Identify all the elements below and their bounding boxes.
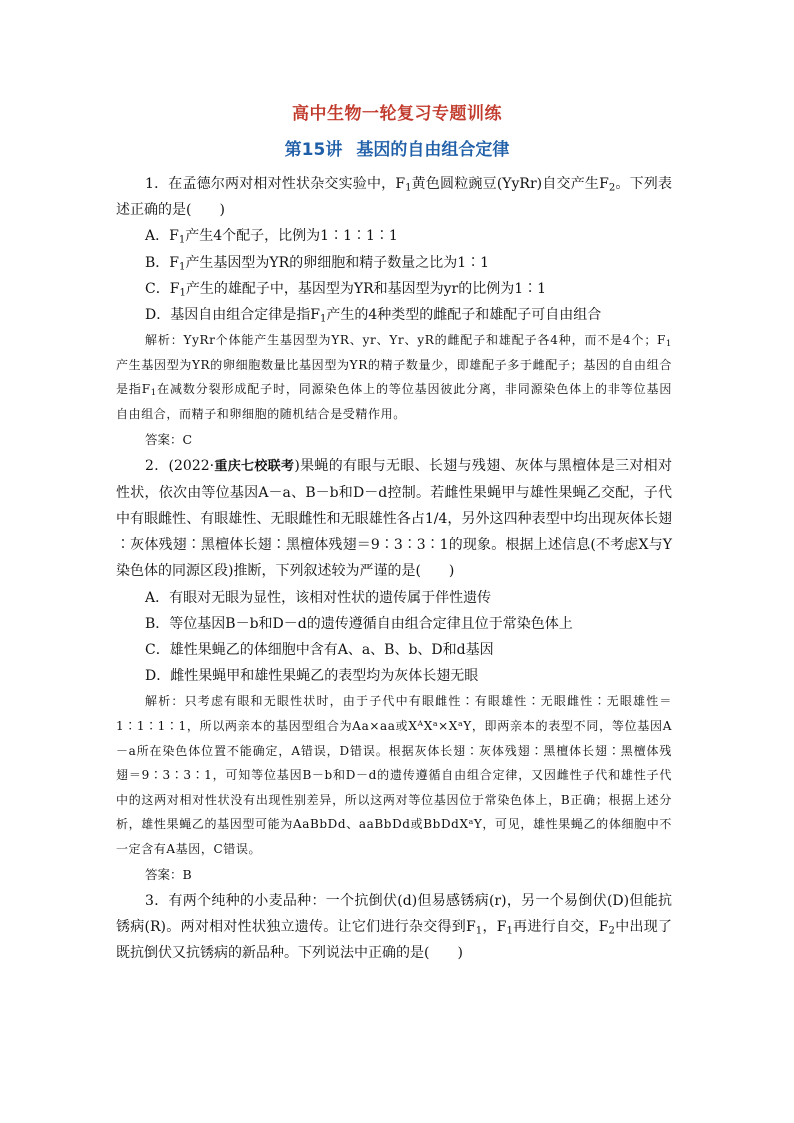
question-1-option-d: D．基因自由组合定律是指$F_1$产生的4种类型的雌配子和雄配子可自由组合 xyxy=(145,307,602,325)
question-1-answer: 答案：C xyxy=(145,431,193,447)
question-1-option-a: A．$F_1$产生4个配子，比例为1∶1∶1∶1 xyxy=(145,228,398,246)
question-2-option-c: C．雄性果蝇乙的体细胞中含有A、a、B、b、D和d基因 xyxy=(145,642,494,659)
question-2-option-a: A．有眼对无眼为显性，该相对性状的遗传属于伴性遗传 xyxy=(145,589,492,606)
question-2-option-b: B．等位基因B－b和D－d的遗传遵循自由组合定律且位于常染色体上 xyxy=(145,615,573,632)
question-2-option-d: D．雌性果蝇甲和雄性果蝇乙的表型均为灰体长翅无眼 xyxy=(145,668,479,685)
question-2 xyxy=(116,453,672,888)
question-list xyxy=(116,171,672,966)
lesson-number: 第15讲 xyxy=(284,140,343,160)
question-1-option-b: B．$F_1$产生基因型为YR的卵细胞和精子数量之比为1∶1 xyxy=(145,254,490,273)
question-1-option-c: C．$F_1$产生的雄配子中，基因型为YR和基因型为yr的比例为1∶1 xyxy=(145,280,547,299)
question-1-explanation: 解析：YyRr个体能产生基因型为YR、yr、Yr、yR的雌配子和雄配子各4种，而不是4个；$F_1$产生基因型为YR的卵细胞数量比基因型为YR的精子数量少，即雄配子多于雌配子；基因的自由组合是指$F_1$在减数分裂形成配子时，同源染色体上的等位基因彼此分离，非同源染色体上的非等位基因自由组合，而精子和卵细胞的随机结合是受精作用。 xyxy=(116,333,672,421)
series-title: 高中生物一轮复习专题训练 xyxy=(292,104,502,124)
question-3 xyxy=(116,888,672,967)
question-1 xyxy=(116,171,672,453)
lesson-topic: 基因的自由组合定律 xyxy=(356,140,510,160)
question-3-stem: 3．有两个纯种的小麦品种：一个抗倒伏(d)但易感锈病(r)，另一个易倒伏(D)但能抗锈病(R)。两对相对性状独立遗传。让它们进行杂交得到$F_1$，$F_1$再进行自交，$F_2$中出现了既抗倒伏又抗锈病的新品种。下列说法中正确的是( ) xyxy=(116,892,673,961)
lesson-title xyxy=(0,135,794,160)
question-1-stem: 1．在孟德尔两对相对性状杂交实验中，$F_1$黄色圆粒豌豆(YyRr)自交产生$F_2$。下列表述正确的是( ) xyxy=(116,176,672,219)
question-2-answer: 答案：B xyxy=(145,866,192,882)
question-2-source: 重庆七校联考 xyxy=(214,458,295,474)
question-2-stem: 2．(2022·重庆七校联考)果蝇的有眼与无眼、长翅与残翅、灰体与黑檀体是三对相对性状，依次由等位基因A－a、B－b和D－d控制。若雌性果蝇甲与雄性果蝇乙交配，子代中有眼雌性、有眼雄性、无眼雌性和无眼雄性各占1/4，另外这四种表型中均出现灰体长翅∶灰体残翅∶黑檀体长翅∶黑檀体残翅＝9∶3∶3∶1的现象。根据上述信息(不考虑X与Y染色体的同源区段)推断，下列叙述较为严谨的是( ) xyxy=(116,457,672,580)
question-2-explanation: 解析：只考虑有眼和无眼性状时，由于子代中有眼雌性∶有眼雄性∶无眼雌性∶无眼雄性＝1∶1∶1∶1，所以两亲本的基因型组合为Aa×aa或$X^AX^a\times X^aY$，即两亲本的表型不同，等位基因A－a所在染色体位置不能确定，A错误，D错误。根据灰体长翅∶灰体残翅∶黑檀体长翅∶黑檀体残翅＝9∶3∶3∶1，可知等位基因B－b和D－d的遗传遵循自由组合定律，又因雌性子代和雄性子代中的这两对相对性状没有出现性别差异，所以这两对等位基因位于常染色体上，B正确；根据上述分析，雄性果蝇乙的基因型可能为AaBbDd、aaBbDd或BbDdX$^a$Y，可见，雄性果蝇乙的体细胞中不一定含有A基因，C错误。 xyxy=(116,694,672,856)
